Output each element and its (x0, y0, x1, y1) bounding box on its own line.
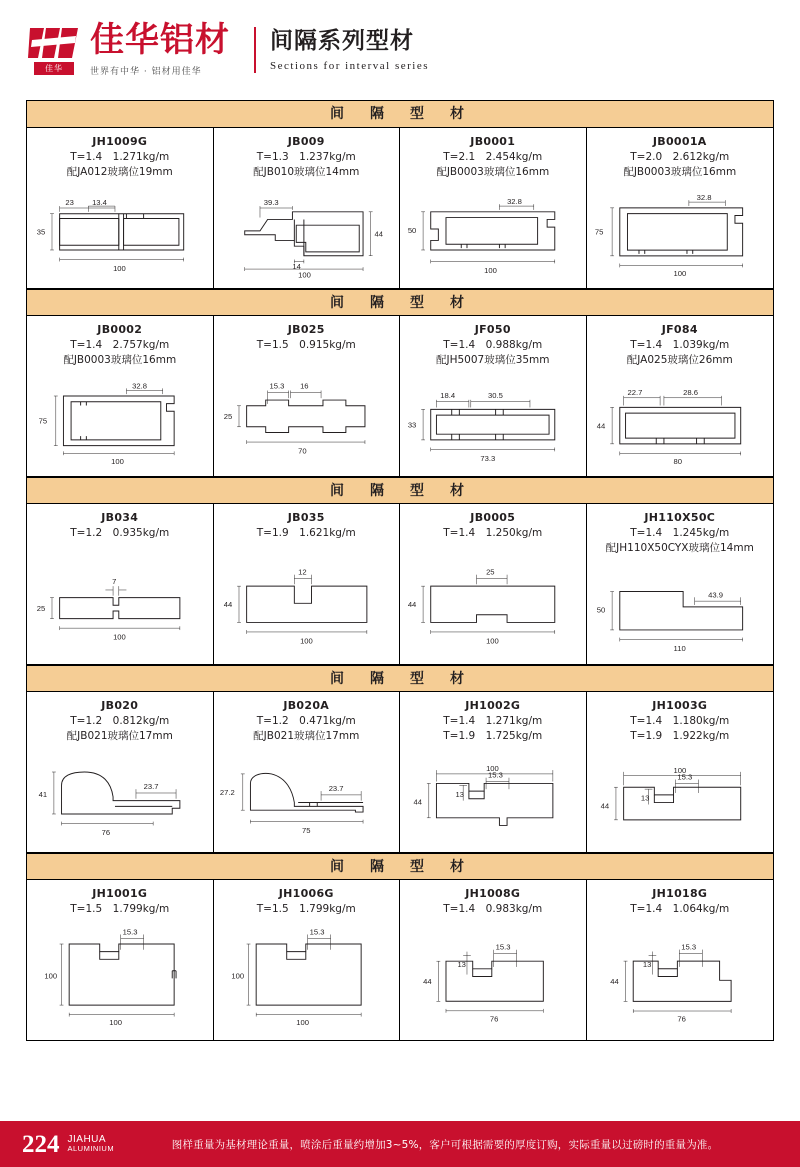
profile-code: JH1002G (465, 699, 521, 712)
svg-text:43.9: 43.9 (707, 590, 723, 600)
svg-text:44: 44 (413, 797, 423, 807)
svg-text:75: 75 (38, 417, 48, 427)
profile-cell[interactable] (214, 504, 401, 664)
profile-spec: T=1.2 0.812kg/m (70, 714, 170, 727)
profile-table (26, 100, 774, 1041)
profile-code: JB025 (287, 323, 325, 336)
profile-cell[interactable] (400, 880, 587, 1040)
profile-code: JB0002 (97, 323, 143, 336)
profile-drawing (591, 370, 770, 472)
svg-text:14: 14 (291, 262, 301, 272)
svg-text:22.7: 22.7 (626, 388, 642, 398)
svg-text:100: 100 (111, 457, 124, 467)
profile-spec: T=1.4 1.271kg/m (70, 150, 170, 163)
svg-text:15.3: 15.3 (309, 927, 324, 937)
profile-spec: T=2.1 2.454kg/m (443, 150, 543, 163)
profile-code: JB020 (101, 699, 139, 712)
profile-spec: T=1.3 1.237kg/m (256, 150, 356, 163)
profile-drawing (591, 182, 770, 284)
profile-cell[interactable] (587, 504, 774, 664)
svg-text:32.8: 32.8 (507, 197, 522, 207)
profile-cell[interactable] (27, 504, 214, 664)
profile-code: JH1003G (652, 699, 708, 712)
svg-text:23.7: 23.7 (143, 782, 159, 792)
svg-text:100: 100 (673, 766, 686, 776)
svg-text:44: 44 (609, 977, 619, 987)
profile-note: 配JB0003玻璃位16mm (623, 166, 737, 179)
table-row (27, 880, 773, 1040)
table-row (27, 316, 773, 477)
profile-code: JH1001G (92, 887, 148, 900)
svg-text:32.8: 32.8 (132, 381, 147, 391)
profile-drawing (31, 370, 209, 472)
profile-spec: T=1.4 1.064kg/m (630, 902, 730, 915)
profile-cell[interactable] (27, 316, 214, 476)
svg-text:39.3: 39.3 (263, 198, 279, 208)
svg-text:28.6: 28.6 (682, 388, 698, 398)
footer-note: 图样重量为基材理论重量，喷涂后重量约增加3~5%，客户可根据需要的厚度订购，实际重量以过磅时的重量为准。 (171, 1138, 719, 1151)
profile-cell[interactable] (27, 880, 214, 1040)
section-band: 间 隔 型 材 (27, 665, 773, 692)
svg-text:7: 7 (112, 577, 117, 587)
profile-note: 配JH110X50CYX玻璃位14mm (605, 542, 754, 555)
svg-text:25: 25 (223, 412, 232, 422)
profile-note: 配JB0003玻璃位16mm (436, 166, 550, 179)
brand-slogan: 世界有中华 · 铝材用佳华 (90, 67, 202, 77)
profile-spec: T=1.5 1.799kg/m (70, 902, 170, 915)
svg-text:75: 75 (301, 826, 310, 836)
profile-drawing (218, 746, 396, 848)
svg-text:50: 50 (407, 226, 417, 236)
profile-spec: T=1.4 1.271kg/m (443, 714, 543, 727)
profile-cell[interactable] (400, 504, 587, 664)
profile-cell[interactable] (214, 692, 401, 852)
profile-note: 配JB021玻璃位17mm (66, 730, 173, 743)
svg-text:15.3: 15.3 (676, 772, 692, 782)
profile-cell[interactable] (587, 316, 774, 476)
svg-text:13: 13 (455, 790, 465, 800)
profile-note: 配JH5007玻璃位35mm (435, 354, 550, 367)
svg-text:73.3: 73.3 (480, 454, 496, 464)
profile-drawing (591, 919, 770, 1036)
profile-note: 配JB021玻璃位17mm (253, 730, 360, 743)
profile-cell[interactable] (587, 128, 774, 288)
profile-cell[interactable] (400, 692, 587, 852)
profile-drawing (218, 919, 396, 1036)
page-footer (0, 1121, 800, 1167)
logo-jh-icon (26, 24, 82, 62)
profile-drawing (218, 543, 396, 660)
svg-text:44: 44 (407, 600, 417, 610)
svg-text:100: 100 (109, 1018, 122, 1028)
svg-text:75: 75 (594, 228, 603, 238)
profile-note: 配JA025玻璃位26mm (626, 354, 733, 367)
svg-text:100: 100 (44, 971, 58, 981)
profile-note: T=1.9 1.725kg/m (443, 730, 543, 743)
svg-text:30.5: 30.5 (487, 391, 503, 401)
footer-brand-line1: JIAHUA (67, 1133, 107, 1145)
svg-text:100: 100 (113, 264, 126, 274)
footer-brand-line2: ALUMINIUM (67, 1144, 115, 1154)
svg-text:41: 41 (38, 790, 48, 800)
svg-text:15.3: 15.3 (487, 771, 503, 781)
svg-text:35: 35 (36, 228, 46, 238)
profile-note: 配JB010玻璃位14mm (253, 166, 360, 179)
svg-text:44: 44 (374, 230, 383, 240)
profile-cell[interactable] (400, 316, 587, 476)
profile-code: JF084 (661, 323, 698, 336)
profile-code: JH1009G (92, 135, 148, 148)
profile-spec: T=1.2 0.471kg/m (256, 714, 356, 727)
svg-text:13.4: 13.4 (92, 198, 107, 208)
brand-name-cn: 佳华铝材 (90, 20, 230, 60)
svg-text:50: 50 (596, 606, 605, 616)
table-row (27, 692, 773, 853)
svg-text:100: 100 (484, 266, 497, 276)
section-band: 间 隔 型 材 (27, 101, 773, 128)
svg-text:100: 100 (673, 269, 686, 279)
profile-code: JB0001 (470, 135, 516, 148)
profile-spec: T=1.4 1.039kg/m (630, 338, 730, 351)
profile-note: 配JA012玻璃位19mm (66, 166, 173, 179)
profile-spec: T=1.5 1.799kg/m (256, 902, 356, 915)
svg-text:76: 76 (676, 1014, 686, 1024)
section-band: 间 隔 型 材 (27, 289, 773, 316)
svg-text:13: 13 (642, 960, 651, 970)
profile-drawing (404, 543, 582, 660)
svg-text:44: 44 (223, 600, 232, 610)
profile-drawing (404, 919, 582, 1036)
svg-text:100: 100 (297, 271, 311, 281)
svg-text:15.3: 15.3 (122, 927, 138, 937)
svg-text:13: 13 (640, 794, 649, 804)
svg-text:76: 76 (489, 1014, 499, 1024)
table-row (27, 504, 773, 665)
svg-text:25: 25 (36, 604, 46, 614)
profile-cell[interactable] (587, 692, 774, 852)
profile-drawing (218, 355, 396, 472)
svg-text:25: 25 (486, 567, 495, 577)
svg-text:33: 33 (407, 420, 417, 430)
svg-text:100: 100 (295, 1018, 309, 1028)
profile-code: JB034 (101, 511, 139, 524)
profile-drawing (404, 746, 582, 848)
profile-note: T=1.9 1.922kg/m (630, 730, 730, 743)
svg-text:100: 100 (299, 636, 313, 646)
svg-text:110: 110 (673, 644, 686, 654)
profile-drawing (591, 558, 770, 660)
profile-spec: T=1.2 0.935kg/m (70, 526, 170, 539)
profile-code: JH1008G (465, 887, 521, 900)
profile-spec: T=1.9 1.621kg/m (256, 526, 356, 539)
profile-code: JB035 (287, 511, 325, 524)
profile-cell[interactable] (214, 880, 401, 1040)
profile-spec: T=1.4 0.983kg/m (443, 902, 543, 915)
profile-spec: T=1.4 1.245kg/m (630, 526, 730, 539)
svg-text:16: 16 (299, 381, 309, 391)
profile-drawing (218, 182, 396, 284)
profile-drawing (31, 543, 209, 660)
profile-spec: T=1.4 2.757kg/m (70, 338, 170, 351)
profile-code: JB0005 (470, 511, 516, 524)
profile-cell[interactable] (27, 692, 214, 852)
svg-text:44: 44 (600, 801, 609, 811)
page-title-en: Sections for interval series (270, 59, 429, 72)
svg-text:12: 12 (297, 567, 307, 577)
profile-drawing (404, 182, 582, 284)
profile-spec: T=1.5 0.915kg/m (256, 338, 356, 351)
profile-drawing (31, 919, 209, 1036)
page-header (0, 0, 800, 92)
svg-text:18.4: 18.4 (440, 391, 456, 401)
header-divider (254, 27, 256, 73)
svg-text:100: 100 (230, 971, 244, 981)
profile-spec: T=1.4 0.988kg/m (443, 338, 543, 351)
page-number: 224 (22, 1130, 60, 1158)
profile-drawing (31, 746, 209, 848)
profile-drawing (591, 746, 770, 848)
svg-text:100: 100 (113, 632, 126, 642)
profile-note: 配JB0003玻璃位16mm (63, 354, 177, 367)
profile-drawing (31, 182, 209, 284)
svg-text:23.7: 23.7 (328, 784, 344, 794)
svg-text:32.8: 32.8 (696, 193, 711, 203)
logo-mark (26, 24, 82, 76)
svg-text:70: 70 (297, 446, 307, 456)
table-row (27, 128, 773, 289)
profile-code: JB0001A (652, 135, 707, 148)
profile-cell[interactable] (587, 880, 774, 1040)
profile-code: JB009 (287, 135, 325, 148)
profile-cell[interactable] (214, 128, 401, 288)
profile-cell[interactable] (214, 316, 401, 476)
profile-spec: T=1.4 1.250kg/m (443, 526, 543, 539)
svg-text:80: 80 (673, 457, 682, 467)
profile-code: JH1006G (278, 887, 334, 900)
profile-cell[interactable] (400, 128, 587, 288)
profile-code: JB020A (283, 699, 330, 712)
svg-text:100: 100 (486, 764, 499, 774)
profile-cell[interactable] (27, 128, 214, 288)
svg-text:100: 100 (486, 636, 499, 646)
logo-plate-label: 佳华 (34, 62, 74, 75)
profile-code: JH110X50C (644, 511, 716, 524)
svg-text:27.2: 27.2 (219, 788, 235, 798)
profile-spec: T=2.0 2.612kg/m (630, 150, 730, 163)
svg-text:44: 44 (596, 421, 605, 431)
svg-text:44: 44 (423, 977, 432, 987)
profile-code: JH1018G (652, 887, 708, 900)
page-title-cn: 间隔系列型材 (270, 28, 414, 55)
svg-text:15.3: 15.3 (495, 942, 511, 952)
profile-code: JF050 (474, 323, 511, 336)
svg-text:15.3: 15.3 (680, 942, 696, 952)
section-band: 间 隔 型 材 (27, 853, 773, 880)
svg-text:15.3: 15.3 (269, 381, 284, 391)
profile-drawing (404, 370, 582, 472)
svg-text:23: 23 (65, 198, 74, 208)
svg-text:13: 13 (457, 960, 466, 970)
profile-spec: T=1.4 1.180kg/m (630, 714, 730, 727)
section-band: 间 隔 型 材 (27, 477, 773, 504)
svg-text:76: 76 (101, 828, 111, 838)
